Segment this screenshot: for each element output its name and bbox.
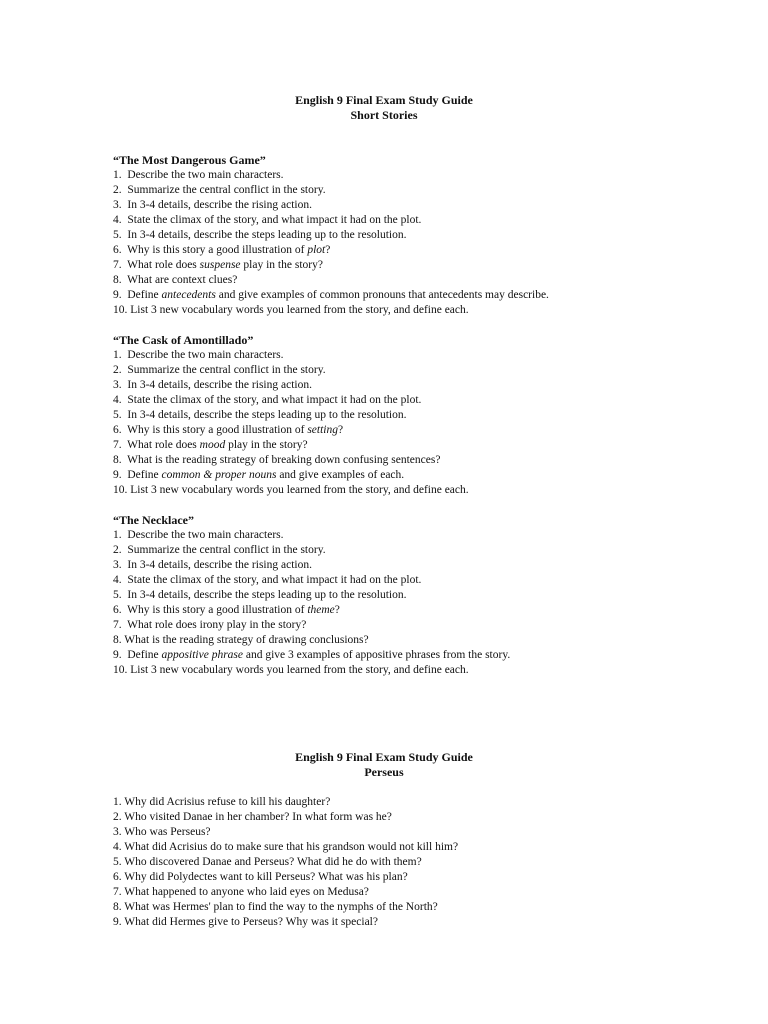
question-item: 6. Why is this story a good illustration of theme? xyxy=(113,604,340,616)
question-item: 3. In 3-4 details, describe the rising action. xyxy=(113,199,312,211)
section-title: “The Most Dangerous Game” xyxy=(113,153,266,167)
page-title: English 9 Final Exam Study Guide xyxy=(295,750,473,764)
question-item: 4. State the climax of the story, and what impact it had on the plot. xyxy=(113,214,422,226)
page-title: English 9 Final Exam Study Guide xyxy=(295,93,473,107)
question-item: 9. What did Hermes give to Perseus? Why was it special? xyxy=(113,916,378,928)
question-item: 10. List 3 new vocabulary words you learned from the story, and define each. xyxy=(113,484,469,496)
question-item: 4. What did Acrisius do to make sure that his grandson would not kill him? xyxy=(113,841,459,853)
question-item: 2. Summarize the central conflict in the story. xyxy=(113,544,326,556)
section-the-necklace xyxy=(113,513,733,678)
question-item: 10. List 3 new vocabulary words you learned from the story, and define each. xyxy=(113,304,469,316)
question-item: 8. What are context clues? xyxy=(113,274,238,286)
question-item: 2. Summarize the central conflict in the story. xyxy=(113,184,326,196)
page-subtitle: Perseus xyxy=(364,765,404,779)
header-perseus xyxy=(0,750,768,780)
question-item: 6. Why is this story a good illustration of plot? xyxy=(113,244,331,256)
question-item: 8. What was Hermes' plan to find the way to the nymphs of the North? xyxy=(113,901,438,913)
section-title: “The Necklace” xyxy=(113,513,194,527)
question-item: 2. Who visited Danae in her chamber? In what form was he? xyxy=(113,811,392,823)
question-list xyxy=(113,168,733,318)
question-item: 1. Describe the two main characters. xyxy=(113,529,284,541)
question-list xyxy=(113,348,733,498)
section-most-dangerous-game xyxy=(113,153,733,318)
question-item: 3. Who was Perseus? xyxy=(113,826,211,838)
question-list xyxy=(113,528,733,678)
question-item: 9. Define common & proper nouns and give examples of each. xyxy=(113,469,405,481)
question-item: 8. What is the reading strategy of drawing conclusions? xyxy=(113,634,369,646)
question-item: 7. What role does irony play in the story? xyxy=(113,619,307,631)
question-item: 9. Define appositive phrase and give 3 examples of appositive phrases from the story. xyxy=(113,649,511,661)
section-perseus xyxy=(113,795,733,930)
question-item: 4. State the climax of the story, and what impact it had on the plot. xyxy=(113,574,422,586)
question-item: 8. What is the reading strategy of breaking down confusing sentences? xyxy=(113,454,441,466)
question-item: 7. What role does mood play in the story? xyxy=(113,439,308,451)
question-item: 6. Why did Polydectes want to kill Perseus? What was his plan? xyxy=(113,871,408,883)
question-list xyxy=(113,795,733,930)
section-title: “The Cask of Amontillado” xyxy=(113,333,254,347)
question-item: 1. Describe the two main characters. xyxy=(113,169,284,181)
question-item: 7. What role does suspense play in the story? xyxy=(113,259,323,271)
question-item: 1. Why did Acrisius refuse to kill his daughter? xyxy=(113,796,331,808)
page-subtitle: Short Stories xyxy=(350,108,418,122)
header-short-stories xyxy=(0,93,768,123)
question-item: 7. What happened to anyone who laid eyes on Medusa? xyxy=(113,886,369,898)
question-item: 5. In 3-4 details, describe the steps leading up to the resolution. xyxy=(113,589,407,601)
question-item: 1. Describe the two main characters. xyxy=(113,349,284,361)
question-item: 4. State the climax of the story, and what impact it had on the plot. xyxy=(113,394,422,406)
question-item: 3. In 3-4 details, describe the rising action. xyxy=(113,379,312,391)
question-item: 6. Why is this story a good illustration of setting? xyxy=(113,424,344,436)
question-item: 9. Define antecedents and give examples of common pronouns that antecedents may describe. xyxy=(113,289,549,301)
question-item: 5. In 3-4 details, describe the steps leading up to the resolution. xyxy=(113,409,407,421)
question-item: 5. In 3-4 details, describe the steps leading up to the resolution. xyxy=(113,229,407,241)
section-cask-of-amontillado xyxy=(113,333,733,498)
question-item: 2. Summarize the central conflict in the story. xyxy=(113,364,326,376)
question-item: 5. Who discovered Danae and Perseus? What did he do with them? xyxy=(113,856,422,868)
question-item: 3. In 3-4 details, describe the rising action. xyxy=(113,559,312,571)
question-item: 10. List 3 new vocabulary words you learned from the story, and define each. xyxy=(113,664,469,676)
